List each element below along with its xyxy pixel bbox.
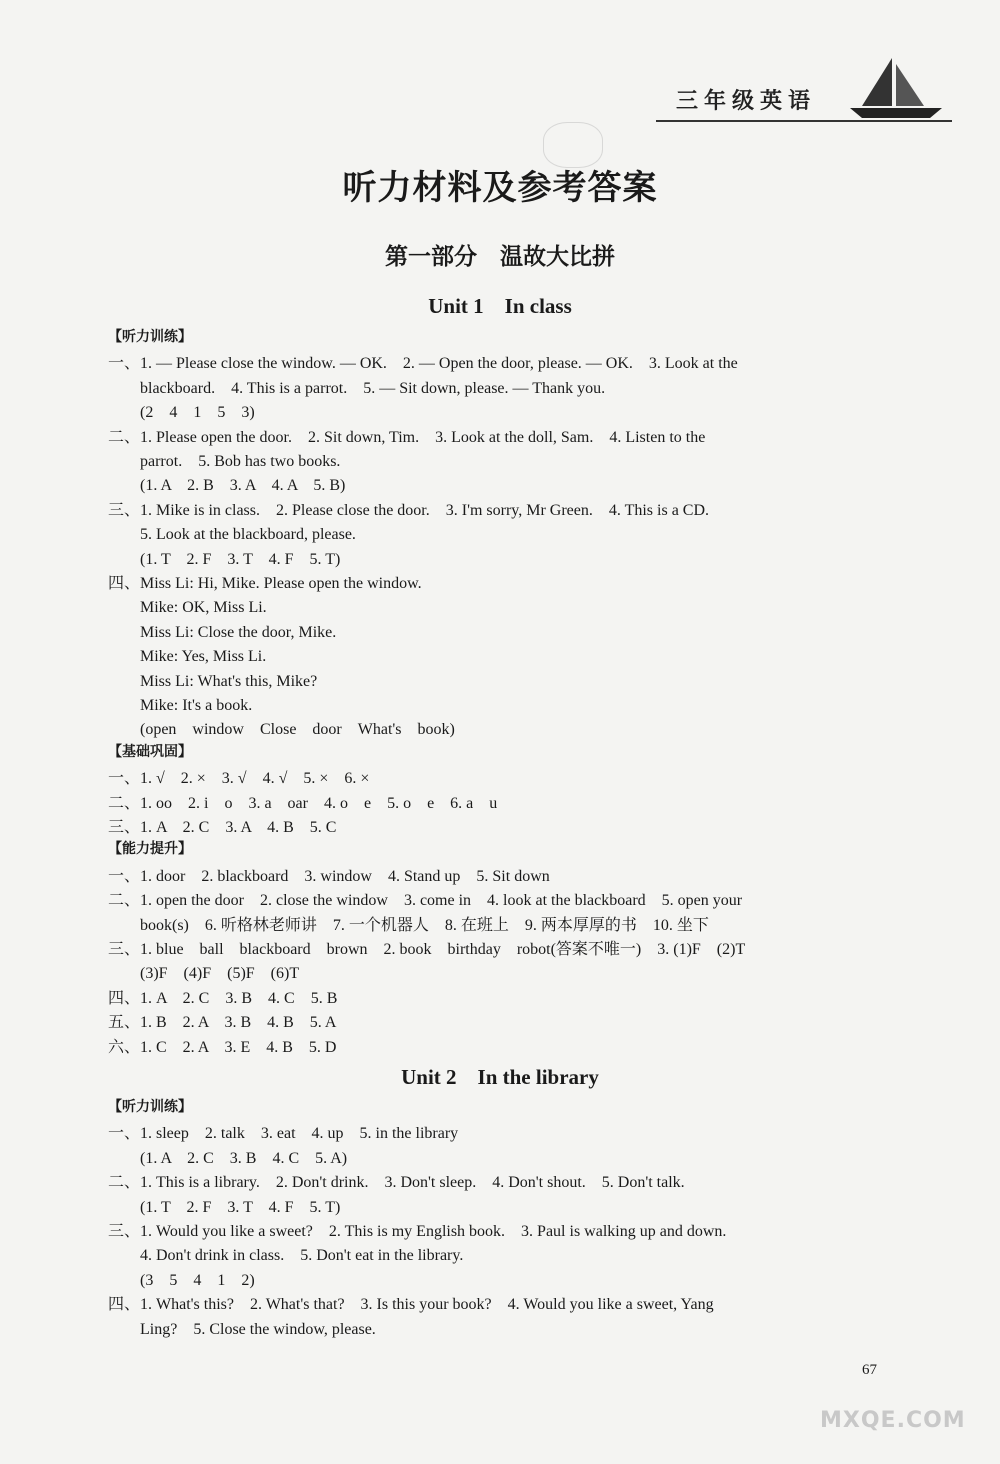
text-line: Miss Li: Close the door, Mike. — [108, 623, 337, 641]
text-line: 四、1. What's this? 2. What's that? 3. Is this your book? 4. Would you like a sweet, Yang — [108, 1296, 714, 1314]
text-line: 二、1. Please open the door. 2. Sit down, Tim. 3. Look at the doll, Sam. 4. Listen to the — [108, 428, 706, 446]
text-line: 五、1. B 2. A 3. B 4. B 5. A — [108, 1014, 337, 1032]
text-line: (3)F (4)F (5)F (6)T — [108, 965, 300, 983]
text-line: 一、1. √ 2. × 3. √ 4. √ 5. × 6. × — [108, 770, 370, 788]
text-line: 二、1. oo 2. i o 3. a oar 4. o e 5. o e 6. a u — [108, 794, 498, 812]
text-line: (1. T 2. F 3. T 4. F 5. T) — [108, 550, 341, 568]
main-title: 听力材料及参考答案 — [342, 168, 658, 208]
text-line: (2 4 1 5 3) — [108, 404, 255, 422]
section-heading: 【能力提升】 — [108, 841, 192, 858]
watermark: MXQE.COM — [820, 1408, 966, 1433]
text-line: book(s) 6. 听格林老师讲 7. 一个机器人 8. 在班上 9. 两本厚厚的书 10. 坐下 — [108, 916, 709, 934]
text-line: 4. Don't drink in class. 5. Don't eat in the library. — [108, 1247, 464, 1265]
page-number: 67 — [862, 1362, 877, 1378]
text-line: 三、1. blue ball blackboard brown 2. book birthday robot(答案不唯一) 3. (1)F (2)T — [108, 941, 746, 958]
text-line: 三、1. A 2. C 3. A 4. B 5. C — [108, 819, 337, 836]
unit1-title: Unit 1 In class — [428, 294, 572, 318]
text-line: 5. Look at the blackboard, please. — [108, 526, 356, 544]
text-line: (3 5 4 1 2) — [108, 1271, 255, 1289]
text-line: 一、1. sleep 2. talk 3. eat 4. up 5. in the library — [108, 1125, 459, 1143]
text-line: 六、1. C 2. A 3. E 4. B 5. D — [108, 1038, 337, 1056]
text-line: 三、1. Mike is in class. 2. Please close the door. 3. I'm sorry, Mr Green. 4. This is a CD. — [108, 501, 710, 519]
text-line: 一、1. door 2. blackboard 3. window 4. Stand up 5. Sit down — [108, 867, 550, 885]
text-line: Mike: OK, Miss Li. — [108, 599, 267, 617]
unit2-title: Unit 2 In the library — [401, 1065, 599, 1089]
part-title: 第一部分 温故大比拼 — [385, 243, 615, 270]
text-line: Mike: Yes, Miss Li. — [108, 648, 267, 666]
text-line: blackboard. 4. This is a parrot. 5. — Sit down, please. — Thank you. — [108, 379, 606, 397]
text-line: parrot. 5. Bob has two books. — [108, 453, 341, 470]
text-line: 三、1. Would you like a sweet? 2. This is my English book. 3. Paul is walking up and down. — [108, 1223, 727, 1240]
text-line: 四、1. A 2. C 3. B 4. C 5. B — [108, 989, 338, 1007]
section-heading: 【听力训练】 — [108, 1099, 192, 1115]
sailboat-icon — [832, 54, 952, 124]
text-line: 二、1. open the door 2. close the window 3. come in 4. look at the blackboard 5. open your — [108, 892, 743, 910]
text-line: (1. T 2. F 3. T 4. F 5. T) — [108, 1198, 341, 1216]
section-heading: 【听力训练】 — [108, 329, 192, 345]
text-line: 二、1. This is a library. 2. Don't drink. 3. Don't sleep. 4. Don't shout. 5. Don't talk. — [108, 1174, 685, 1192]
text-line: (1. A 2. C 3. B 4. C 5. A) — [108, 1149, 348, 1167]
text-line: 一、1. — Please close the window. — OK. 2. — Open the door, please. — OK. 3. Look at the — [108, 355, 738, 373]
text-line: (1. A 2. B 3. A 4. A 5. B) — [108, 477, 346, 495]
text-line: Miss Li: What's this, Mike? — [108, 672, 318, 690]
section-heading: 【基础巩固】 — [108, 743, 192, 760]
header — [656, 80, 956, 130]
text-line: 四、Miss Li: Hi, Mike. Please open the window. — [108, 575, 422, 592]
text-line: Mike: It's a book. — [108, 697, 253, 714]
text-line: Ling? 5. Close the window, please. — [108, 1320, 376, 1338]
text-line: (open window Close door What's book) — [108, 721, 455, 739]
header-title: 三年级英语 — [676, 89, 817, 114]
